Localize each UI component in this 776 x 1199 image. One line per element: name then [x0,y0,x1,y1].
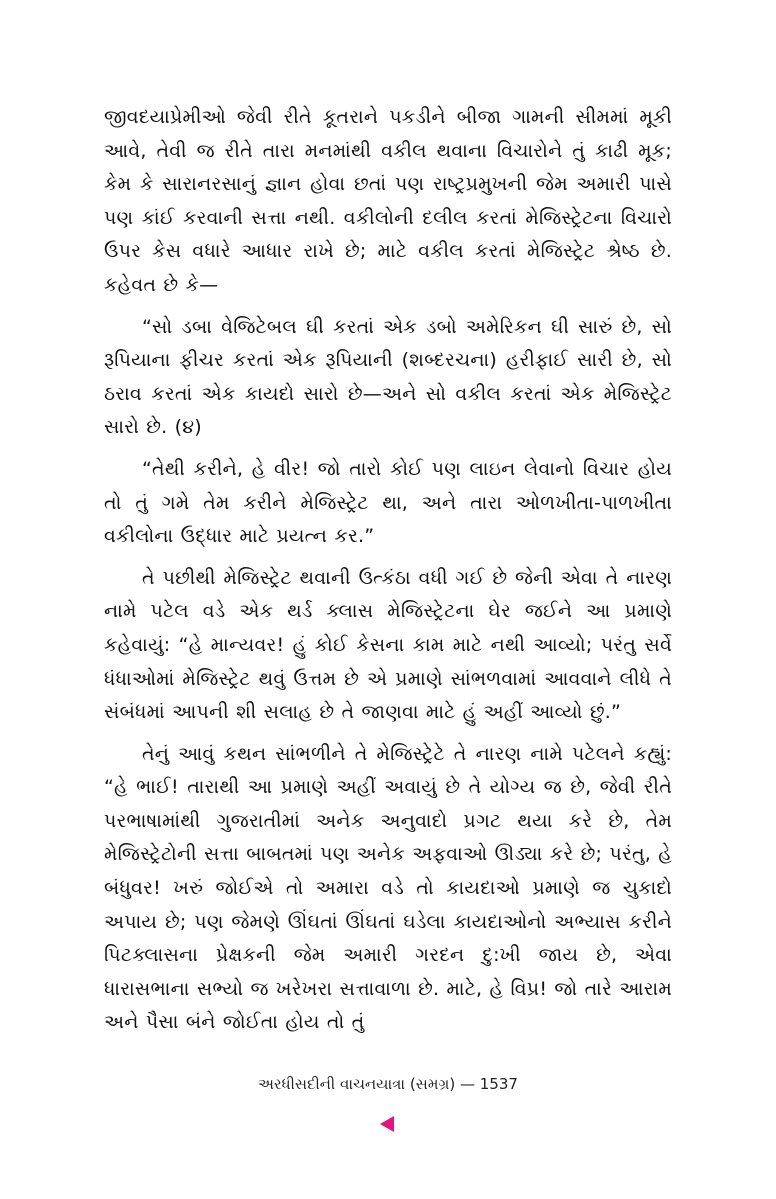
paragraph-4: તે પછીથી મેજિસ્ટ્રેટ થવાની ઉત્કંઠા વધી ગઈ છે જેની એવા તે નારણ નામે પટેલ વડે એક થર્ડ ક્લાસ મેજિસ્ટ્રેટના ઘેર જઈને આ પ્રમાણે કહેવાયું: “હે માન્યવર! હું કોઈ કેસના કામ માટે નથી આવ્યો; પરંતુ સર્વે ધંધાઓમાં મેજિસ્ટ્રેટ થવું ઉત્તમ છે એ પ્રમાણે સાંભળવામાં આવવાને લીધે તે સંબંધમાં આપની શી સલાહ છે તે જાણવા માટે હું અહીં આવ્યો છું.” [104,566,672,724]
paragraph-1: જીવદયાપ્રેમીઓ જેવી રીતે કૂતરાને પકડીને બીજા ગામની સીમમાં મૂકી આવે, તેવી જ રીતે તારા મનમાંથી વકીલ થવાના વિચારોને તું કાઢી મૂક; કેમ કે સારાનરસાનું જ્ઞાન હોવા છતાં પણ રાષ્ટ્રપ્રમુખની જેમ અમારી પાસે પણ કાંઈ કરવાની સત્તા નથી. વકીલોની દલીલ કરતાં મેજિસ્ટ્રેટના વિચારો ઉપર કેસ વધારે આધાર રાખે છે; માટે વકીલ કરતાં મેજિસ્ટ્રેટ શ્રેષ્ઠ છે. કહેવત છે કે— [104,106,672,296]
paragraph-5: તેનું આવું કથન સાંભળીને તે મેજિસ્ટ્રેટે તે નારણ નામે પટેલને કહ્યું: “હે ભાઈ! તારાથી આ પ્રમાણે અહીં અવાયું છે તે યોગ્ય જ છે, જેવી રીતે પરભાષામાંથી ગુજરાતીમાં અનેક અનુવાદો પ્રગટ થયા કરે છે, તેમ મેજિસ્ટ્રેટોની સત્તા બાબતમાં પણ અનેક અફવાઓ ઊડ્યા કરે છે; પરંતુ, હે બંધુવર! ખરું જોઈએ તો અમારા વડે તો કાયદાઓ પ્રમાણે જ ચુકાદો અપાય છે; પણ જેમણે ઊંઘતાં ઊંઘતાં ઘડેલા કાયદાઓનો અભ્યાસ કરીને પિટક્લાસના પ્રેક્ષકની જેમ અમારી ગરદન દુ:ખી જાય છે, એવા ધારાસભાના સભ્યો જ ખરેખરા સત્તાવાળા છે. માટે, હે વિપ્ર! જો તારે આરામ અને પૈસા બંને જોઈતા હોય તો તું [104,742,672,1034]
page-body [104,101,672,1040]
page-footer: અરધીસદીની વાચનયાત્રા (સમગ્ર) — 1537 [258,1075,518,1093]
paragraph-2: “સો ડબા વેજિટેબલ ઘી કરતાં એક ડબો અમેરિકન ઘી સારું છે, સો રૂપિયાના ફીચર કરતાં એક રૂપિયાની (શબ્દરચના) હરીફાઈ સારી છે, સો ઠરાવ કરતાં એક કાયદો સારો છે—અને સો વકીલ કરતાં એક મેજિસ્ટ્રેટ સારો છે. (૪) [104,315,672,439]
paragraph-3: “તેથી કરીને, હે વીર! જો તારો કોઈ પણ લાઇન લેવાનો વિચાર હોય તો તું ગમે તેમ કરીને મેજિસ્ટ્રેટ થા, અને તારા ઓળખીતા-પાળખીતા વકીલોના ઉદ્ધાર માટે પ્રયત્ન કર.” [104,457,672,548]
previous-page-arrow-icon[interactable] [380,1116,394,1132]
